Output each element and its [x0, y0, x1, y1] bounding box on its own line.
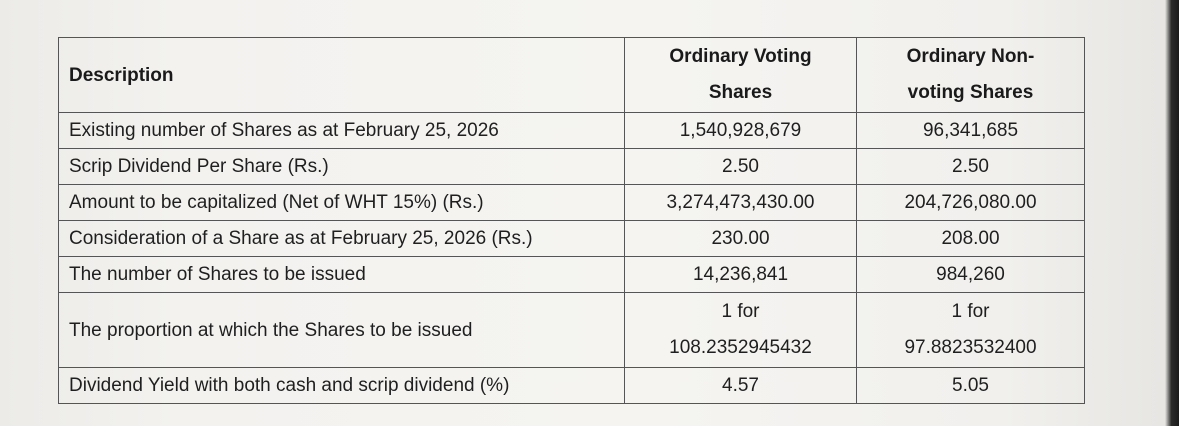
row-label: Dividend Yield with both cash and scrip dividend (%)	[59, 368, 625, 404]
row-nonvoting-value: 208.00	[857, 221, 1085, 257]
voting-proportion-line1: 1 for	[721, 301, 760, 322]
row-label: Scrip Dividend Per Share (Rs.)	[59, 149, 625, 185]
table-row	[59, 221, 1085, 257]
dividend-table-container	[58, 37, 1084, 404]
row-voting-proportion	[625, 293, 857, 368]
table-row-dividend-yield	[59, 368, 1085, 404]
row-nonvoting-proportion	[857, 293, 1085, 368]
header-nonvoting-line1: Ordinary Non-	[906, 46, 1035, 67]
header-ordinary-voting-shares	[625, 38, 857, 113]
nonvoting-proportion-line1: 1 for	[951, 301, 990, 322]
scrip-dividend-table	[58, 37, 1085, 404]
row-nonvoting-value: 984,260	[857, 257, 1085, 293]
page-edge-shadow	[1165, 0, 1179, 426]
table-row	[59, 185, 1085, 221]
row-voting-value: 3,274,473,430.00	[625, 185, 857, 221]
header-voting-line2: Shares	[708, 82, 773, 103]
header-description: Description	[59, 38, 625, 113]
row-voting-value: 4.57	[625, 368, 857, 404]
row-voting-value: 2.50	[625, 149, 857, 185]
row-label: Existing number of Shares as at February 25, 2026	[59, 113, 625, 149]
row-voting-value: 230.00	[625, 221, 857, 257]
table-row	[59, 149, 1085, 185]
header-ordinary-non-voting-shares	[857, 38, 1085, 113]
header-voting-line1: Ordinary Voting	[669, 46, 812, 67]
row-nonvoting-value: 96,341,685	[857, 113, 1085, 149]
row-nonvoting-value: 5.05	[857, 368, 1085, 404]
table-row	[59, 257, 1085, 293]
row-nonvoting-value: 2.50	[857, 149, 1085, 185]
row-voting-value: 14,236,841	[625, 257, 857, 293]
header-nonvoting-line2: voting Shares	[907, 82, 1034, 103]
row-nonvoting-value: 204,726,080.00	[857, 185, 1085, 221]
table-row-proportion	[59, 293, 1085, 368]
row-voting-value: 1,540,928,679	[625, 113, 857, 149]
table-header-row	[59, 38, 1085, 113]
row-label: Amount to be capitalized (Net of WHT 15%) (Rs.)	[59, 185, 625, 221]
table-row	[59, 113, 1085, 149]
row-label: The proportion at which the Shares to be issued	[59, 293, 625, 368]
nonvoting-proportion-line2: 97.8823532400	[904, 337, 1037, 358]
voting-proportion-line2: 108.2352945432	[669, 337, 812, 358]
row-label: The number of Shares to be issued	[59, 257, 625, 293]
row-label: Consideration of a Share as at February 25, 2026 (Rs.)	[59, 221, 625, 257]
